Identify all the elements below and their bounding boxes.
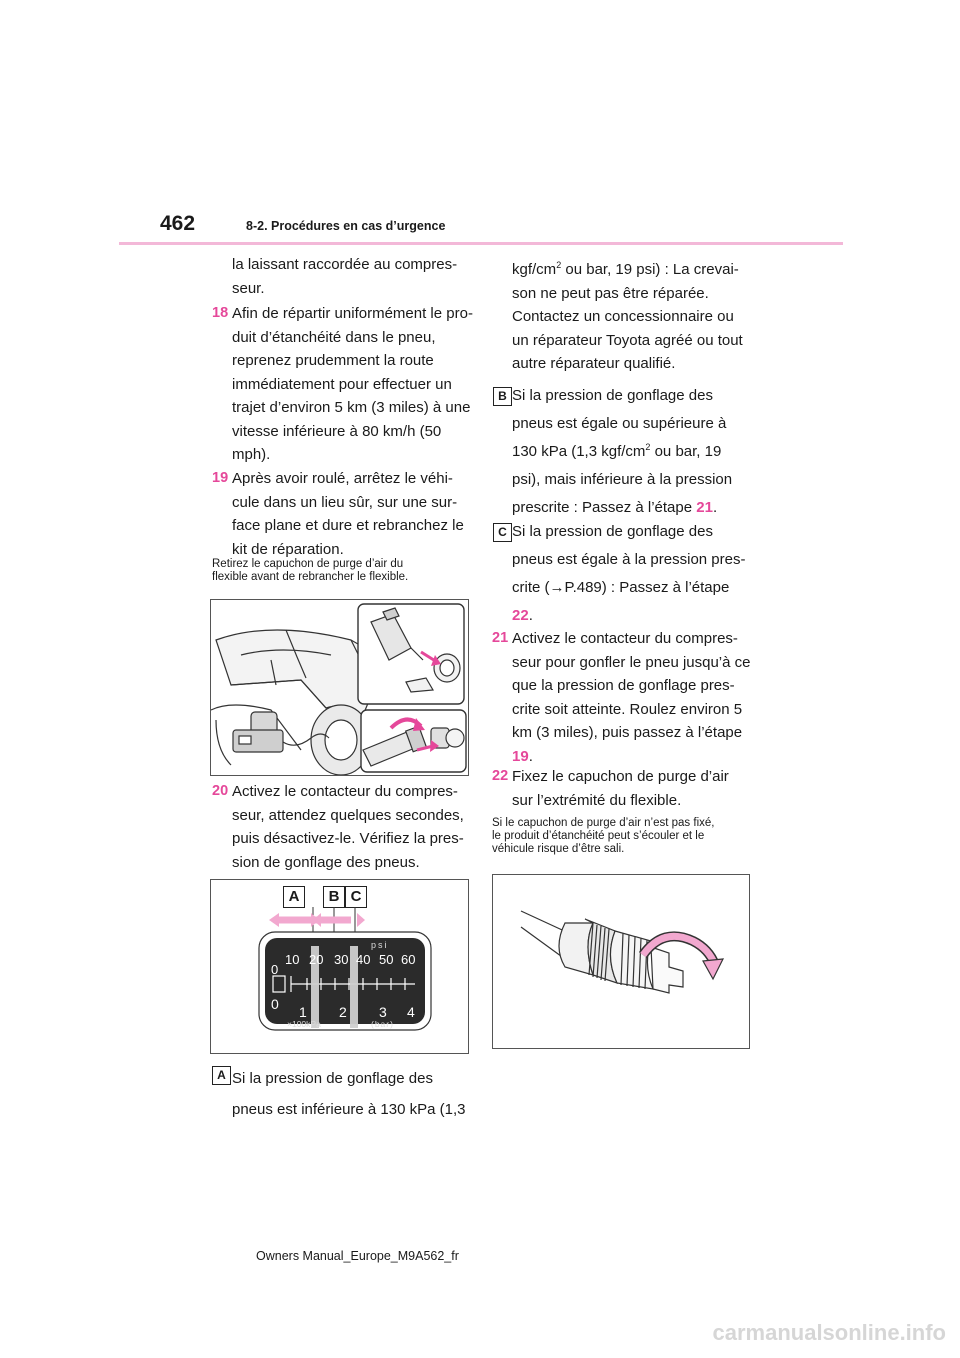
hose-cap-illustration: [493, 875, 749, 1048]
step-18: [212, 302, 482, 467]
psi-tick-40: 40: [356, 952, 371, 967]
step-reference-21[interactable]: 21: [696, 499, 713, 516]
page-number: 462: [160, 212, 196, 235]
bar-tick-1: 1: [299, 1004, 307, 1020]
header-rule: [119, 242, 843, 245]
step-21: [492, 627, 752, 768]
gauge-label-a: A: [283, 886, 305, 908]
figure-hose-cap: [492, 874, 750, 1049]
step-number: 18: [212, 305, 229, 321]
step-reference-19[interactable]: 19: [512, 747, 529, 765]
watermark: carmanualsonline.info: [712, 1320, 946, 1345]
section-title: 8-2. Procédures en cas d’urgence: [246, 219, 446, 233]
repair-kit-illustration: [211, 600, 468, 775]
condition-c-label: C: [493, 523, 512, 542]
cond-b-line3-post: ou bar, 19: [650, 443, 722, 460]
gauge-label-b: B: [323, 886, 345, 908]
cond-a-cont-pre: kgf/cm: [512, 261, 557, 278]
cond-b-line: Si la pression de gonflage des: [512, 387, 713, 404]
cond-b-line3-pre: 130 kPa (1,3 kgf/cm: [512, 443, 646, 460]
step-20: [212, 780, 482, 874]
cond-c-line: pneus est égale à la pression pres-: [512, 551, 746, 568]
step-text: Activez le contacteur du compres- seur pour gonfler le pneu jusqu’à ce que la pression de gonflage pres- crite soit atteinte. Roulez environ 5 km (3 miles), puis passez à l’étape: [512, 630, 751, 741]
cond-b-line5-post: .: [712, 499, 718, 516]
cond-c-line4-post: .: [528, 607, 533, 624]
note-step-19: Retirez le capuchon de purge d’air du flexible avant de rebrancher le flexible.: [212, 558, 409, 583]
step-text: Activez le contacteur du compres- seur, attendez quelques secondes, puis désactivez-le. Vérifiez la pres- sion de gonflage des pneus.: [232, 783, 464, 871]
step-text: Fixez le capuchon de purge d’air sur l’extrémité du flexible.: [512, 768, 729, 809]
cond-b-line: [512, 438, 752, 466]
psi-unit: psi: [371, 940, 389, 950]
step-21-post: .: [528, 747, 533, 765]
condition-a-continued: [512, 258, 752, 376]
cond-b-line5-pre: prescrite : Passez à l’étape: [512, 499, 697, 516]
psi-tick-60: 60: [401, 952, 416, 967]
cond-b-line: psi), mais inférieure à la pression: [512, 471, 733, 488]
psi-tick-0: 0: [271, 962, 279, 977]
cond-c-page-link[interactable]: crite (→P.489) : Passez à l’étape: [512, 579, 730, 596]
step-number: 22: [492, 768, 509, 784]
step-number: 20: [212, 783, 229, 799]
step-text: Après avoir roulé, arrêtez le véhi- cule dans un lieu sûr, sur une sur- face plane et dure et rebranchez le kit de réparation.: [232, 470, 464, 558]
bar-tick-3: 3: [379, 1004, 387, 1020]
step-text: Afin de répartir uniformément le pro- duit d’étanchéité dans le pneu, reprenez prudemment la route immédiatement pour effectuer un trajet d’environ 5 km (3 miles) à une vitesse inférieure à 80 km/h (50 mph).: [232, 305, 473, 463]
figure-repair-kit-reconnect: [210, 599, 469, 776]
cond-b-line: pneus est égale ou supérieure à: [512, 415, 727, 432]
psi-tick-30: 30: [334, 952, 349, 967]
cond-a-cont-post: ou bar, 19 psi) : La crevai- son ne peut pas être réparée. Contactez un concessionnaire ou un réparateur Toyota agréé ou tout autre réparateur qualifié.: [512, 261, 743, 372]
step-reference-22[interactable]: 22: [512, 607, 529, 624]
step-22: [492, 765, 752, 812]
cond-a-cont-sup: 2: [556, 260, 562, 270]
note-step-22: Si le capuchon de purge d’air n’est pas fixé, le produit d’étanchéité peut s’écouler et le véhicule risque d’être sali.: [492, 817, 715, 855]
condition-a-label: A: [212, 1066, 231, 1085]
bar-tick-2: 2: [339, 1004, 347, 1020]
cond-c-line: Si la pression de gonflage des: [512, 523, 713, 540]
bar-tick-0: 0: [271, 996, 279, 1012]
step-number: 19: [212, 470, 229, 486]
step-19: [212, 467, 482, 561]
condition-a-text: Si la pression de gonflage des pneus est inférieure à 130 kPa (1,3: [232, 1070, 466, 1118]
condition-c: [498, 518, 752, 630]
psi-tick-10: 10: [285, 952, 300, 967]
continuation-text: la laissant raccordée au compres- seur.: [232, 256, 458, 297]
condition-b: [498, 382, 752, 522]
psi-tick-20: 20: [309, 952, 324, 967]
figure-pressure-gauge: [210, 879, 469, 1054]
condition-b-label: B: [493, 387, 512, 406]
bar-unit: (bar): [371, 1019, 394, 1029]
condition-a: [217, 1063, 482, 1125]
cond-b-line3-sup: 2: [645, 442, 651, 452]
step-number: 21: [492, 630, 509, 646]
psi-tick-50: 50: [379, 952, 394, 967]
footer-manual-id: Owners Manual_Europe_M9A562_fr: [256, 1249, 459, 1263]
cond-c-line: [512, 602, 752, 630]
gauge-label-c: C: [345, 886, 367, 908]
bar-tick-4: 4: [407, 1004, 415, 1020]
kpa-unit: ×100kPa: [287, 1019, 321, 1029]
